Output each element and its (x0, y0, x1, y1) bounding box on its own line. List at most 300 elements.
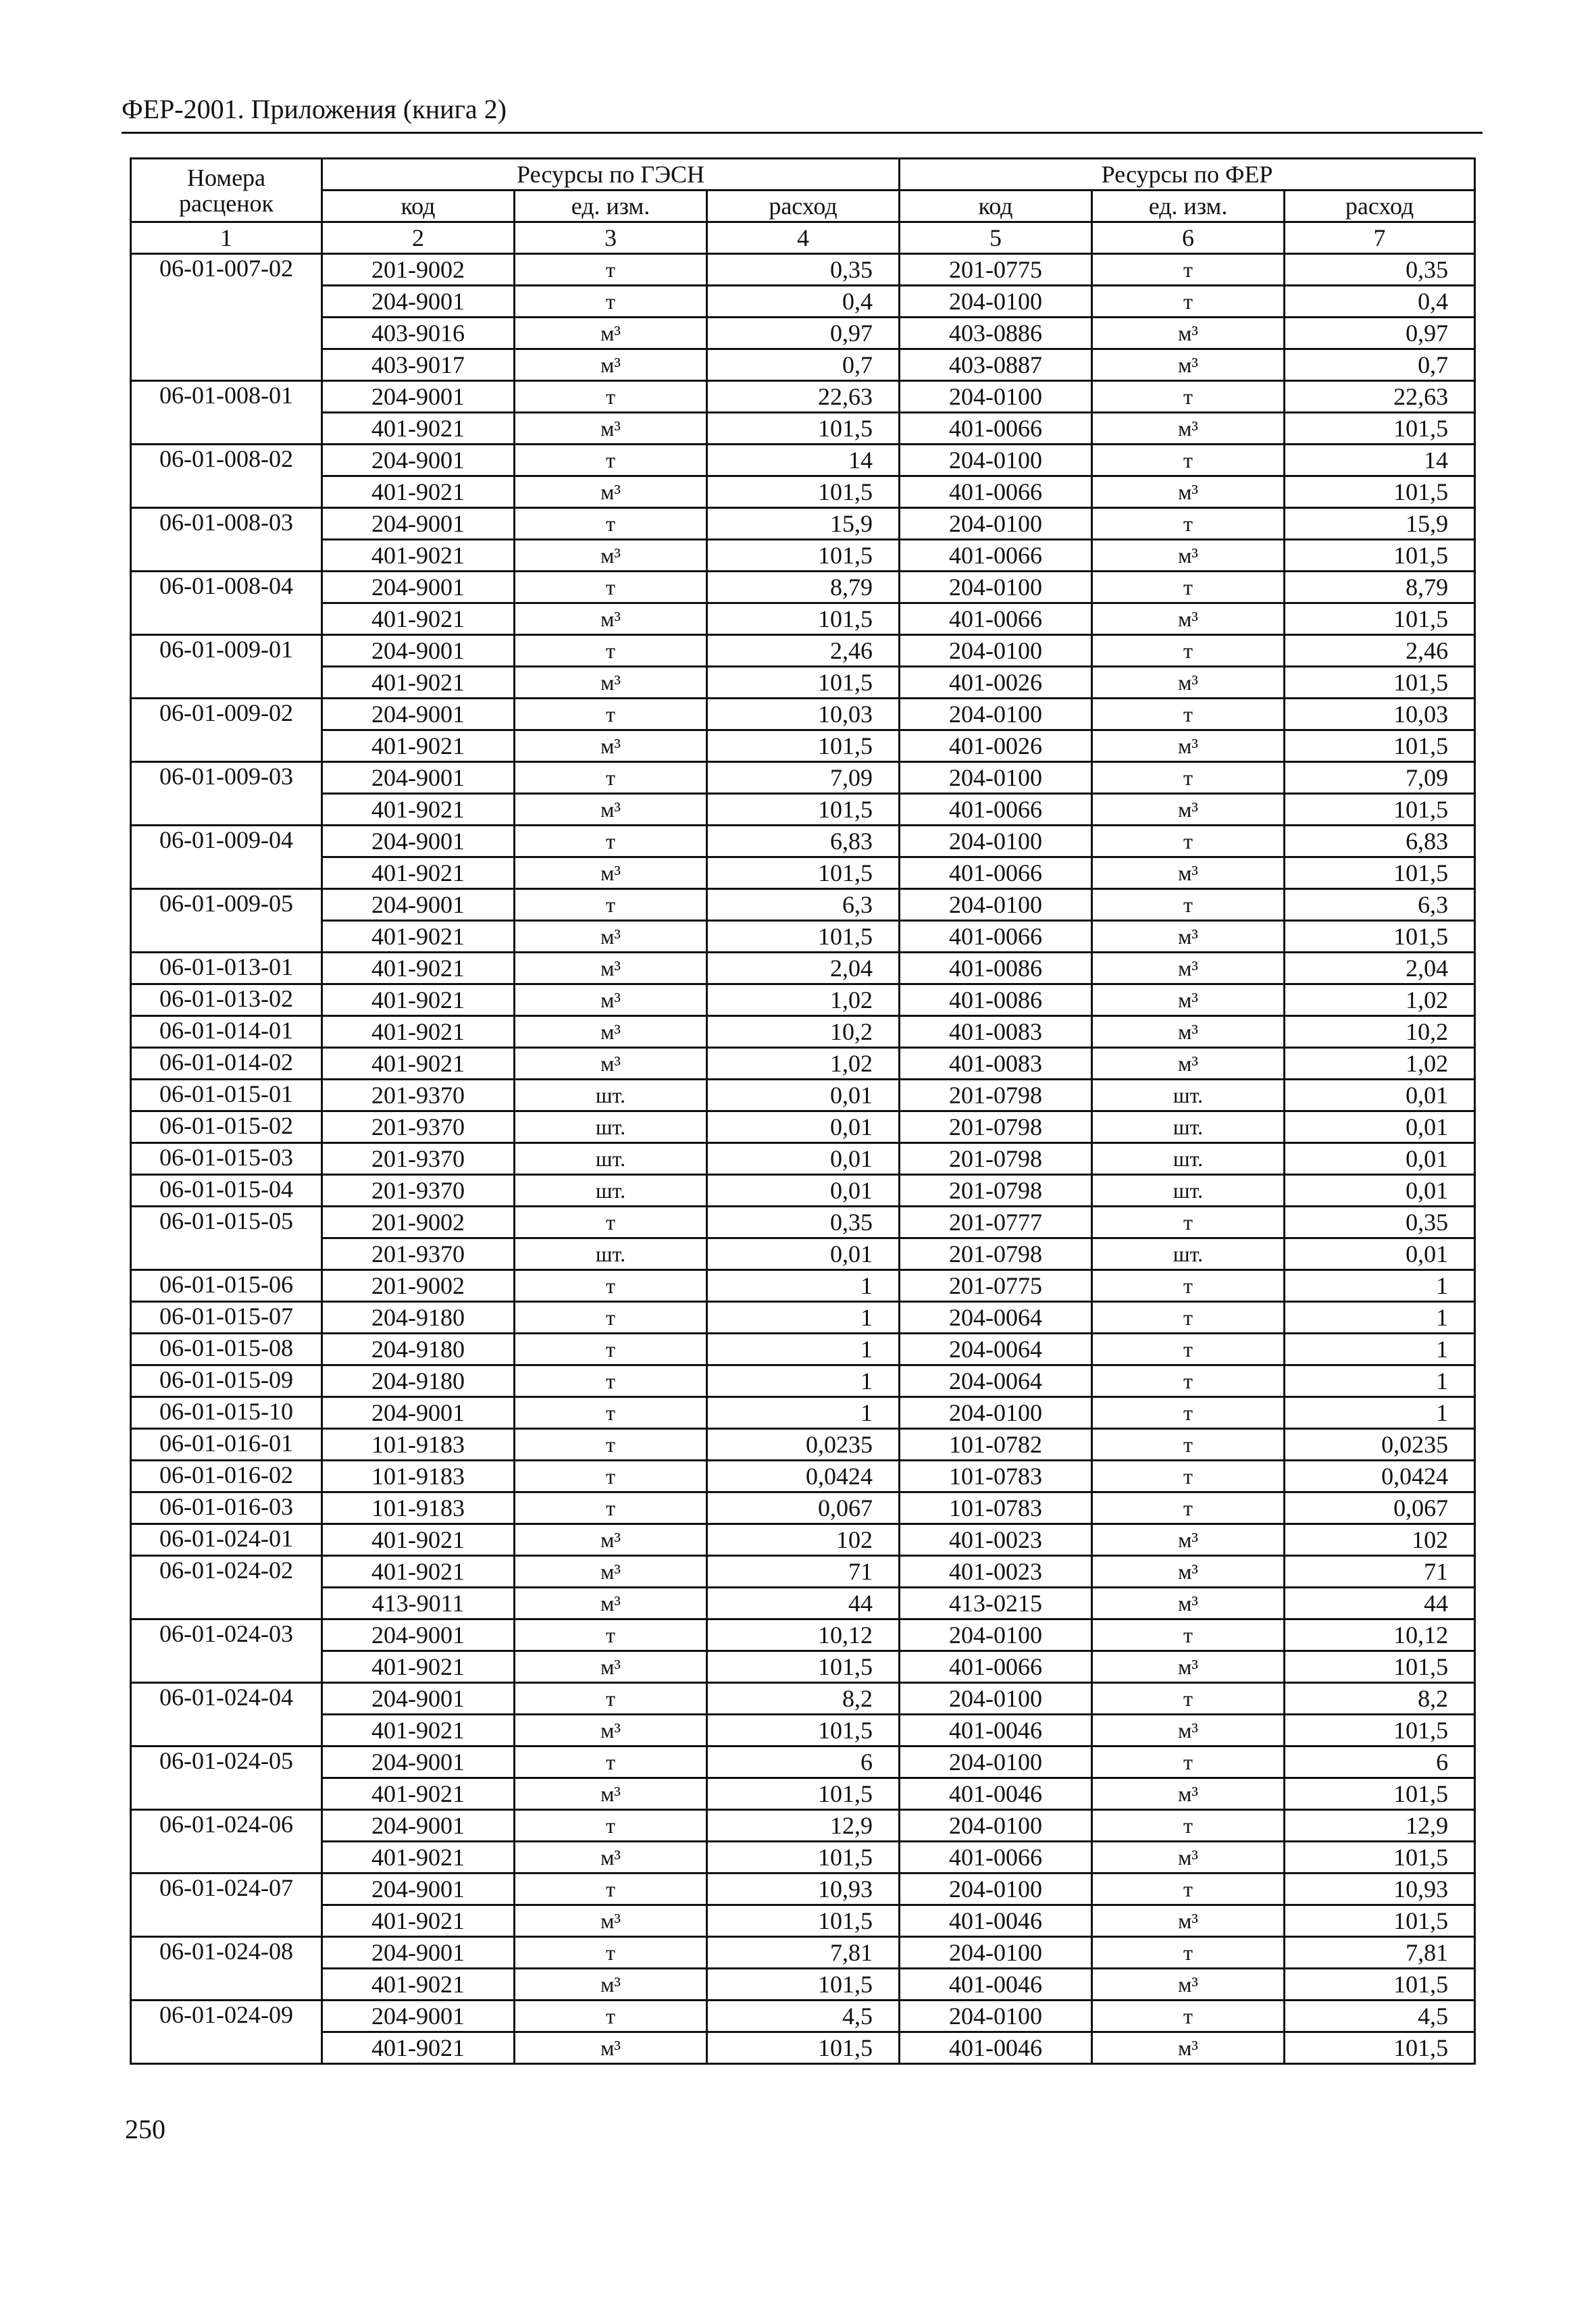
gesn-unit-cell: т (515, 1461, 707, 1492)
gesn-amount-cell: 101,5 (707, 1651, 900, 1683)
fer-amount-cell: 101,5 (1285, 730, 1475, 762)
gesn-code-cell: 204-9001 (322, 635, 515, 667)
table-row (131, 381, 1475, 413)
fer-code-cell: 401-0083 (900, 1048, 1092, 1080)
fer-unit-cell: м³ (1092, 476, 1285, 508)
gesn-code-cell: 204-9001 (322, 1810, 515, 1842)
fer-unit-cell: м³ (1092, 1715, 1285, 1746)
table-row (131, 603, 1475, 635)
gesn-amount-cell: 71 (707, 1556, 900, 1588)
gesn-amount-cell: 1 (707, 1270, 900, 1302)
gesn-code-cell: 201-9370 (322, 1111, 515, 1143)
fer-amount-cell: 101,5 (1285, 603, 1475, 635)
gesn-unit-cell: м³ (515, 1715, 707, 1746)
table-row (131, 1905, 1475, 1937)
gesn-amount-cell: 7,81 (707, 1937, 900, 1969)
gesn-code-cell: 204-9001 (322, 572, 515, 603)
fer-unit-cell: т (1092, 1746, 1285, 1778)
rate-number-cell: 06-01-015-02 (131, 1111, 322, 1143)
gesn-code-cell: 413-9011 (322, 1588, 515, 1619)
fer-amount-cell: 2,04 (1285, 953, 1475, 984)
gesn-code-cell: 401-9021 (322, 984, 515, 1016)
gesn-unit-cell: м³ (515, 540, 707, 572)
table-row (131, 413, 1475, 445)
header-row-groups (131, 159, 1475, 191)
gesn-code-cell: 204-9001 (322, 889, 515, 921)
fer-code-cell: 401-0066 (900, 857, 1092, 889)
rate-number-cell: 06-01-016-03 (131, 1492, 322, 1524)
gesn-unit-cell: т (515, 1810, 707, 1842)
fer-amount-cell: 12,9 (1285, 1810, 1475, 1842)
gesn-amount-cell: 1,02 (707, 1048, 900, 1080)
gesn-amount-cell: 0,0424 (707, 1461, 900, 1492)
gesn-amount-cell: 101,5 (707, 857, 900, 889)
fer-unit-cell: т (1092, 1619, 1285, 1651)
fer-unit-cell: т (1092, 508, 1285, 540)
fer-code-cell: 204-0100 (900, 1746, 1092, 1778)
gesn-unit-cell: т (515, 445, 707, 476)
fer-unit-cell: шт. (1092, 1111, 1285, 1143)
fer-unit-cell: т (1092, 699, 1285, 730)
gesn-code-cell: 204-9001 (322, 1873, 515, 1905)
header-fer-amount: расход (1285, 191, 1475, 222)
table-row (131, 1334, 1475, 1365)
gesn-unit-cell: м³ (515, 730, 707, 762)
fer-amount-cell: 22,63 (1285, 381, 1475, 413)
header-fer-code: код (900, 191, 1092, 222)
fer-unit-cell: т (1092, 286, 1285, 318)
fer-amount-cell: 6,83 (1285, 826, 1475, 857)
header-rule (122, 132, 1483, 134)
rate-number-cell: 06-01-024-05 (131, 1746, 322, 1810)
fer-unit-cell: м³ (1092, 1556, 1285, 1588)
gesn-amount-cell: 0,4 (707, 286, 900, 318)
gesn-amount-cell: 101,5 (707, 1842, 900, 1873)
fer-code-cell: 204-0100 (900, 508, 1092, 540)
fer-unit-cell: м³ (1092, 1651, 1285, 1683)
table-row (131, 1175, 1475, 1207)
fer-amount-cell: 10,12 (1285, 1619, 1475, 1651)
table-row (131, 762, 1475, 794)
rate-number-cell: 06-01-009-04 (131, 826, 322, 889)
gesn-amount-cell: 14 (707, 445, 900, 476)
table-row (131, 1873, 1475, 1905)
table-row (131, 1778, 1475, 1810)
fer-amount-cell: 14 (1285, 445, 1475, 476)
fer-unit-cell: т (1092, 889, 1285, 921)
table-row (131, 1715, 1475, 1746)
fer-unit-cell: м³ (1092, 1588, 1285, 1619)
gesn-unit-cell: м³ (515, 1524, 707, 1556)
fer-unit-cell: т (1092, 1683, 1285, 1715)
fer-code-cell: 204-0064 (900, 1334, 1092, 1365)
gesn-amount-cell: 10,03 (707, 699, 900, 730)
fer-unit-cell: м³ (1092, 349, 1285, 381)
rate-number-cell: 06-01-024-07 (131, 1873, 322, 1937)
fer-amount-cell: 101,5 (1285, 1842, 1475, 1873)
fer-code-cell: 204-0100 (900, 1619, 1092, 1651)
fer-amount-cell: 10,03 (1285, 699, 1475, 730)
table-row (131, 540, 1475, 572)
fer-unit-cell: шт. (1092, 1238, 1285, 1270)
gesn-unit-cell: м³ (515, 794, 707, 826)
gesn-amount-cell: 101,5 (707, 667, 900, 699)
fer-unit-cell: м³ (1092, 1016, 1285, 1048)
gesn-code-cell: 204-9001 (322, 381, 515, 413)
fer-unit-cell: м³ (1092, 984, 1285, 1016)
gesn-amount-cell: 2,46 (707, 635, 900, 667)
gesn-amount-cell: 0,01 (707, 1238, 900, 1270)
rate-number-cell: 06-01-008-04 (131, 572, 322, 635)
table-row (131, 1619, 1475, 1651)
gesn-amount-cell: 15,9 (707, 508, 900, 540)
fer-amount-cell: 0,7 (1285, 349, 1475, 381)
fer-code-cell: 101-0783 (900, 1461, 1092, 1492)
gesn-unit-cell: т (515, 1683, 707, 1715)
fer-unit-cell: м³ (1092, 1842, 1285, 1873)
fer-amount-cell: 0,067 (1285, 1492, 1475, 1524)
fer-code-cell: 401-0026 (900, 667, 1092, 699)
table-row (131, 1746, 1475, 1778)
gesn-unit-cell: м³ (515, 1588, 707, 1619)
fer-code-cell: 401-0046 (900, 1715, 1092, 1746)
rate-number-cell: 06-01-015-08 (131, 1334, 322, 1365)
fer-amount-cell: 2,46 (1285, 635, 1475, 667)
rate-number-cell: 06-01-024-09 (131, 2001, 322, 2064)
fer-code-cell: 401-0046 (900, 1905, 1092, 1937)
fer-unit-cell: шт. (1092, 1175, 1285, 1207)
gesn-unit-cell: т (515, 699, 707, 730)
fer-code-cell: 401-0066 (900, 1842, 1092, 1873)
fer-amount-cell: 101,5 (1285, 1905, 1475, 1937)
fer-unit-cell: м³ (1092, 318, 1285, 349)
fer-amount-cell: 0,0235 (1285, 1429, 1475, 1461)
gesn-code-cell: 204-9180 (322, 1365, 515, 1397)
fer-code-cell: 401-0066 (900, 476, 1092, 508)
table-header (131, 159, 1475, 254)
gesn-code-cell: 201-9370 (322, 1175, 515, 1207)
gesn-amount-cell: 8,2 (707, 1683, 900, 1715)
gesn-unit-cell: т (515, 1937, 707, 1969)
gesn-code-cell: 401-9021 (322, 1969, 515, 2001)
table-row (131, 286, 1475, 318)
fer-code-cell: 401-0026 (900, 730, 1092, 762)
gesn-amount-cell: 101,5 (707, 413, 900, 445)
gesn-unit-cell: т (515, 1397, 707, 1429)
fer-code-cell: 401-0023 (900, 1556, 1092, 1588)
gesn-amount-cell: 0,01 (707, 1143, 900, 1175)
gesn-unit-cell: т (515, 1492, 707, 1524)
gesn-code-cell: 204-9001 (322, 1683, 515, 1715)
fer-unit-cell: т (1092, 1334, 1285, 1365)
gesn-unit-cell: м³ (515, 1556, 707, 1588)
fer-code-cell: 101-0782 (900, 1429, 1092, 1461)
table-row (131, 1651, 1475, 1683)
rate-number-cell: 06-01-015-09 (131, 1365, 322, 1397)
table-row (131, 1810, 1475, 1842)
fer-code-cell: 201-0798 (900, 1175, 1092, 1207)
rate-number-cell: 06-01-014-01 (131, 1016, 322, 1048)
gesn-unit-cell: т (515, 508, 707, 540)
fer-amount-cell: 101,5 (1285, 1715, 1475, 1746)
table-row (131, 445, 1475, 476)
header-row-columns (131, 191, 1475, 222)
gesn-code-cell: 401-9021 (322, 1842, 515, 1873)
fer-unit-cell: шт. (1092, 1080, 1285, 1111)
gesn-code-cell: 204-9001 (322, 1746, 515, 1778)
fer-unit-cell: м³ (1092, 413, 1285, 445)
rate-number-cell: 06-01-009-01 (131, 635, 322, 699)
fer-code-cell: 401-0046 (900, 1969, 1092, 2001)
fer-code-cell: 201-0775 (900, 254, 1092, 286)
fer-code-cell: 204-0100 (900, 445, 1092, 476)
fer-code-cell: 201-0798 (900, 1080, 1092, 1111)
table-row (131, 1270, 1475, 1302)
fer-unit-cell: шт. (1092, 1143, 1285, 1175)
table-row (131, 826, 1475, 857)
gesn-unit-cell: т (515, 826, 707, 857)
table-row (131, 1111, 1475, 1143)
gesn-amount-cell: 0,01 (707, 1175, 900, 1207)
fer-unit-cell: т (1092, 635, 1285, 667)
rate-number-cell: 06-01-007-02 (131, 254, 322, 381)
rate-number-cell: 06-01-015-10 (131, 1397, 322, 1429)
gesn-code-cell: 401-9021 (322, 921, 515, 953)
gesn-amount-cell: 1 (707, 1397, 900, 1429)
table-row (131, 1016, 1475, 1048)
header-rates: Номера расценок (131, 159, 322, 222)
gesn-code-cell: 201-9002 (322, 1270, 515, 1302)
fer-amount-cell: 1,02 (1285, 984, 1475, 1016)
fer-amount-cell: 71 (1285, 1556, 1475, 1588)
column-number: 2 (322, 222, 515, 254)
gesn-unit-cell: м³ (515, 1905, 707, 1937)
gesn-code-cell: 101-9183 (322, 1461, 515, 1492)
fer-code-cell: 204-0064 (900, 1365, 1092, 1397)
table-row (131, 730, 1475, 762)
gesn-unit-cell: т (515, 1270, 707, 1302)
rate-number-cell: 06-01-024-04 (131, 1683, 322, 1746)
gesn-amount-cell: 101,5 (707, 2032, 900, 2064)
gesn-amount-cell: 7,09 (707, 762, 900, 794)
gesn-code-cell: 401-9021 (322, 1778, 515, 1810)
gesn-unit-cell: м³ (515, 1969, 707, 2001)
table-row (131, 1238, 1475, 1270)
rate-number-cell: 06-01-013-01 (131, 953, 322, 984)
table-row (131, 1683, 1475, 1715)
column-number: 3 (515, 222, 707, 254)
fer-amount-cell: 101,5 (1285, 1778, 1475, 1810)
fer-code-cell: 204-0100 (900, 2001, 1092, 2032)
gesn-amount-cell: 6,3 (707, 889, 900, 921)
gesn-amount-cell: 0,067 (707, 1492, 900, 1524)
table-row (131, 635, 1475, 667)
fer-amount-cell: 0,01 (1285, 1175, 1475, 1207)
gesn-unit-cell: м³ (515, 667, 707, 699)
fer-amount-cell: 6,3 (1285, 889, 1475, 921)
fer-unit-cell: м³ (1092, 603, 1285, 635)
fer-unit-cell: м³ (1092, 794, 1285, 826)
table-row (131, 1842, 1475, 1873)
gesn-code-cell: 401-9021 (322, 1715, 515, 1746)
gesn-unit-cell: м³ (515, 857, 707, 889)
gesn-unit-cell: м³ (515, 1651, 707, 1683)
fer-unit-cell: т (1092, 1270, 1285, 1302)
gesn-code-cell: 401-9021 (322, 476, 515, 508)
gesn-code-cell: 204-9180 (322, 1334, 515, 1365)
fer-amount-cell: 0,0424 (1285, 1461, 1475, 1492)
table-row (131, 1969, 1475, 2001)
gesn-unit-cell: м³ (515, 2032, 707, 2064)
fer-amount-cell: 0,01 (1285, 1080, 1475, 1111)
fer-amount-cell: 15,9 (1285, 508, 1475, 540)
fer-code-cell: 401-0086 (900, 984, 1092, 1016)
page-number: 250 (125, 2114, 165, 2144)
column-number: 5 (900, 222, 1092, 254)
fer-code-cell: 401-0066 (900, 413, 1092, 445)
rate-number-cell: 06-01-024-08 (131, 1937, 322, 2001)
gesn-unit-cell: т (515, 2001, 707, 2032)
table-row (131, 984, 1475, 1016)
table-row (131, 508, 1475, 540)
gesn-unit-cell: т (515, 889, 707, 921)
rate-number-cell: 06-01-009-05 (131, 889, 322, 953)
rate-number-cell: 06-01-024-01 (131, 1524, 322, 1556)
table-row (131, 1492, 1475, 1524)
fer-amount-cell: 0,01 (1285, 1238, 1475, 1270)
gesn-amount-cell: 0,01 (707, 1111, 900, 1143)
fer-amount-cell: 1 (1285, 1365, 1475, 1397)
gesn-unit-cell: м³ (515, 1048, 707, 1080)
resources-table (130, 157, 1476, 2065)
fer-amount-cell: 101,5 (1285, 2032, 1475, 2064)
fer-amount-cell: 7,09 (1285, 762, 1475, 794)
table-row (131, 1048, 1475, 1080)
gesn-code-cell: 401-9021 (322, 730, 515, 762)
gesn-code-cell: 401-9021 (322, 667, 515, 699)
gesn-unit-cell: м³ (515, 1016, 707, 1048)
page-header-title: ФЕР-2001. Приложения (книга 2) (122, 94, 507, 124)
column-number: 6 (1092, 222, 1285, 254)
fer-code-cell: 101-0783 (900, 1492, 1092, 1524)
table-row (131, 1397, 1475, 1429)
table-row (131, 572, 1475, 603)
gesn-code-cell: 401-9021 (322, 1048, 515, 1080)
gesn-amount-cell: 10,12 (707, 1619, 900, 1651)
fer-code-cell: 204-0100 (900, 699, 1092, 730)
fer-unit-cell: т (1092, 445, 1285, 476)
gesn-code-cell: 401-9021 (322, 1556, 515, 1588)
gesn-unit-cell: т (515, 572, 707, 603)
table-row (131, 1080, 1475, 1111)
gesn-code-cell: 204-9001 (322, 508, 515, 540)
gesn-code-cell: 201-9370 (322, 1238, 515, 1270)
column-number: 7 (1285, 222, 1475, 254)
fer-amount-cell: 0,4 (1285, 286, 1475, 318)
fer-amount-cell: 101,5 (1285, 921, 1475, 953)
fer-amount-cell: 8,79 (1285, 572, 1475, 603)
gesn-amount-cell: 0,0235 (707, 1429, 900, 1461)
header-gesn-code: код (322, 191, 515, 222)
fer-unit-cell: т (1092, 826, 1285, 857)
fer-code-cell: 201-0798 (900, 1143, 1092, 1175)
fer-amount-cell: 0,35 (1285, 1207, 1475, 1238)
gesn-unit-cell: т (515, 1873, 707, 1905)
fer-unit-cell: т (1092, 254, 1285, 286)
fer-code-cell: 204-0100 (900, 635, 1092, 667)
table-body (131, 254, 1475, 2064)
table-row (131, 349, 1475, 381)
gesn-code-cell: 401-9021 (322, 540, 515, 572)
gesn-code-cell: 201-9370 (322, 1080, 515, 1111)
fer-code-cell: 204-0100 (900, 286, 1092, 318)
gesn-amount-cell: 0,7 (707, 349, 900, 381)
fer-unit-cell: т (1092, 1207, 1285, 1238)
table-row (131, 1365, 1475, 1397)
gesn-code-cell: 403-9017 (322, 349, 515, 381)
gesn-unit-cell: т (515, 1619, 707, 1651)
gesn-code-cell: 401-9021 (322, 1905, 515, 1937)
gesn-amount-cell: 0,35 (707, 254, 900, 286)
fer-code-cell: 403-0887 (900, 349, 1092, 381)
fer-amount-cell: 0,35 (1285, 254, 1475, 286)
gesn-unit-cell: т (515, 762, 707, 794)
table-row (131, 794, 1475, 826)
fer-amount-cell: 101,5 (1285, 1651, 1475, 1683)
rate-number-cell: 06-01-024-06 (131, 1810, 322, 1873)
gesn-unit-cell: м³ (515, 413, 707, 445)
gesn-amount-cell: 0,01 (707, 1080, 900, 1111)
gesn-code-cell: 204-9001 (322, 2001, 515, 2032)
gesn-code-cell: 101-9183 (322, 1492, 515, 1524)
gesn-amount-cell: 1,02 (707, 984, 900, 1016)
gesn-unit-cell: м³ (515, 318, 707, 349)
gesn-code-cell: 204-9001 (322, 826, 515, 857)
fer-code-cell: 401-0066 (900, 540, 1092, 572)
gesn-amount-cell: 101,5 (707, 540, 900, 572)
header-gesn-amount: расход (707, 191, 900, 222)
fer-code-cell: 204-0100 (900, 1873, 1092, 1905)
fer-unit-cell: т (1092, 1429, 1285, 1461)
fer-amount-cell: 1 (1285, 1397, 1475, 1429)
table-row (131, 254, 1475, 286)
fer-unit-cell: т (1092, 381, 1285, 413)
gesn-unit-cell: т (515, 1334, 707, 1365)
gesn-code-cell: 401-9021 (322, 953, 515, 984)
fer-unit-cell: т (1092, 1873, 1285, 1905)
table-row (131, 2001, 1475, 2032)
fer-amount-cell: 101,5 (1285, 794, 1475, 826)
fer-amount-cell: 6 (1285, 1746, 1475, 1778)
gesn-code-cell: 201-9002 (322, 1207, 515, 1238)
gesn-amount-cell: 101,5 (707, 476, 900, 508)
fer-amount-cell: 101,5 (1285, 667, 1475, 699)
gesn-amount-cell: 1 (707, 1365, 900, 1397)
fer-amount-cell: 8,2 (1285, 1683, 1475, 1715)
gesn-unit-cell: шт. (515, 1238, 707, 1270)
gesn-unit-cell: шт. (515, 1143, 707, 1175)
gesn-unit-cell: т (515, 286, 707, 318)
table-row (131, 699, 1475, 730)
gesn-amount-cell: 101,5 (707, 730, 900, 762)
fer-amount-cell: 102 (1285, 1524, 1475, 1556)
fer-unit-cell: м³ (1092, 921, 1285, 953)
gesn-unit-cell: м³ (515, 349, 707, 381)
table-row (131, 1207, 1475, 1238)
gesn-unit-cell: т (515, 1302, 707, 1334)
gesn-code-cell: 204-9001 (322, 445, 515, 476)
table-row (131, 2032, 1475, 2064)
